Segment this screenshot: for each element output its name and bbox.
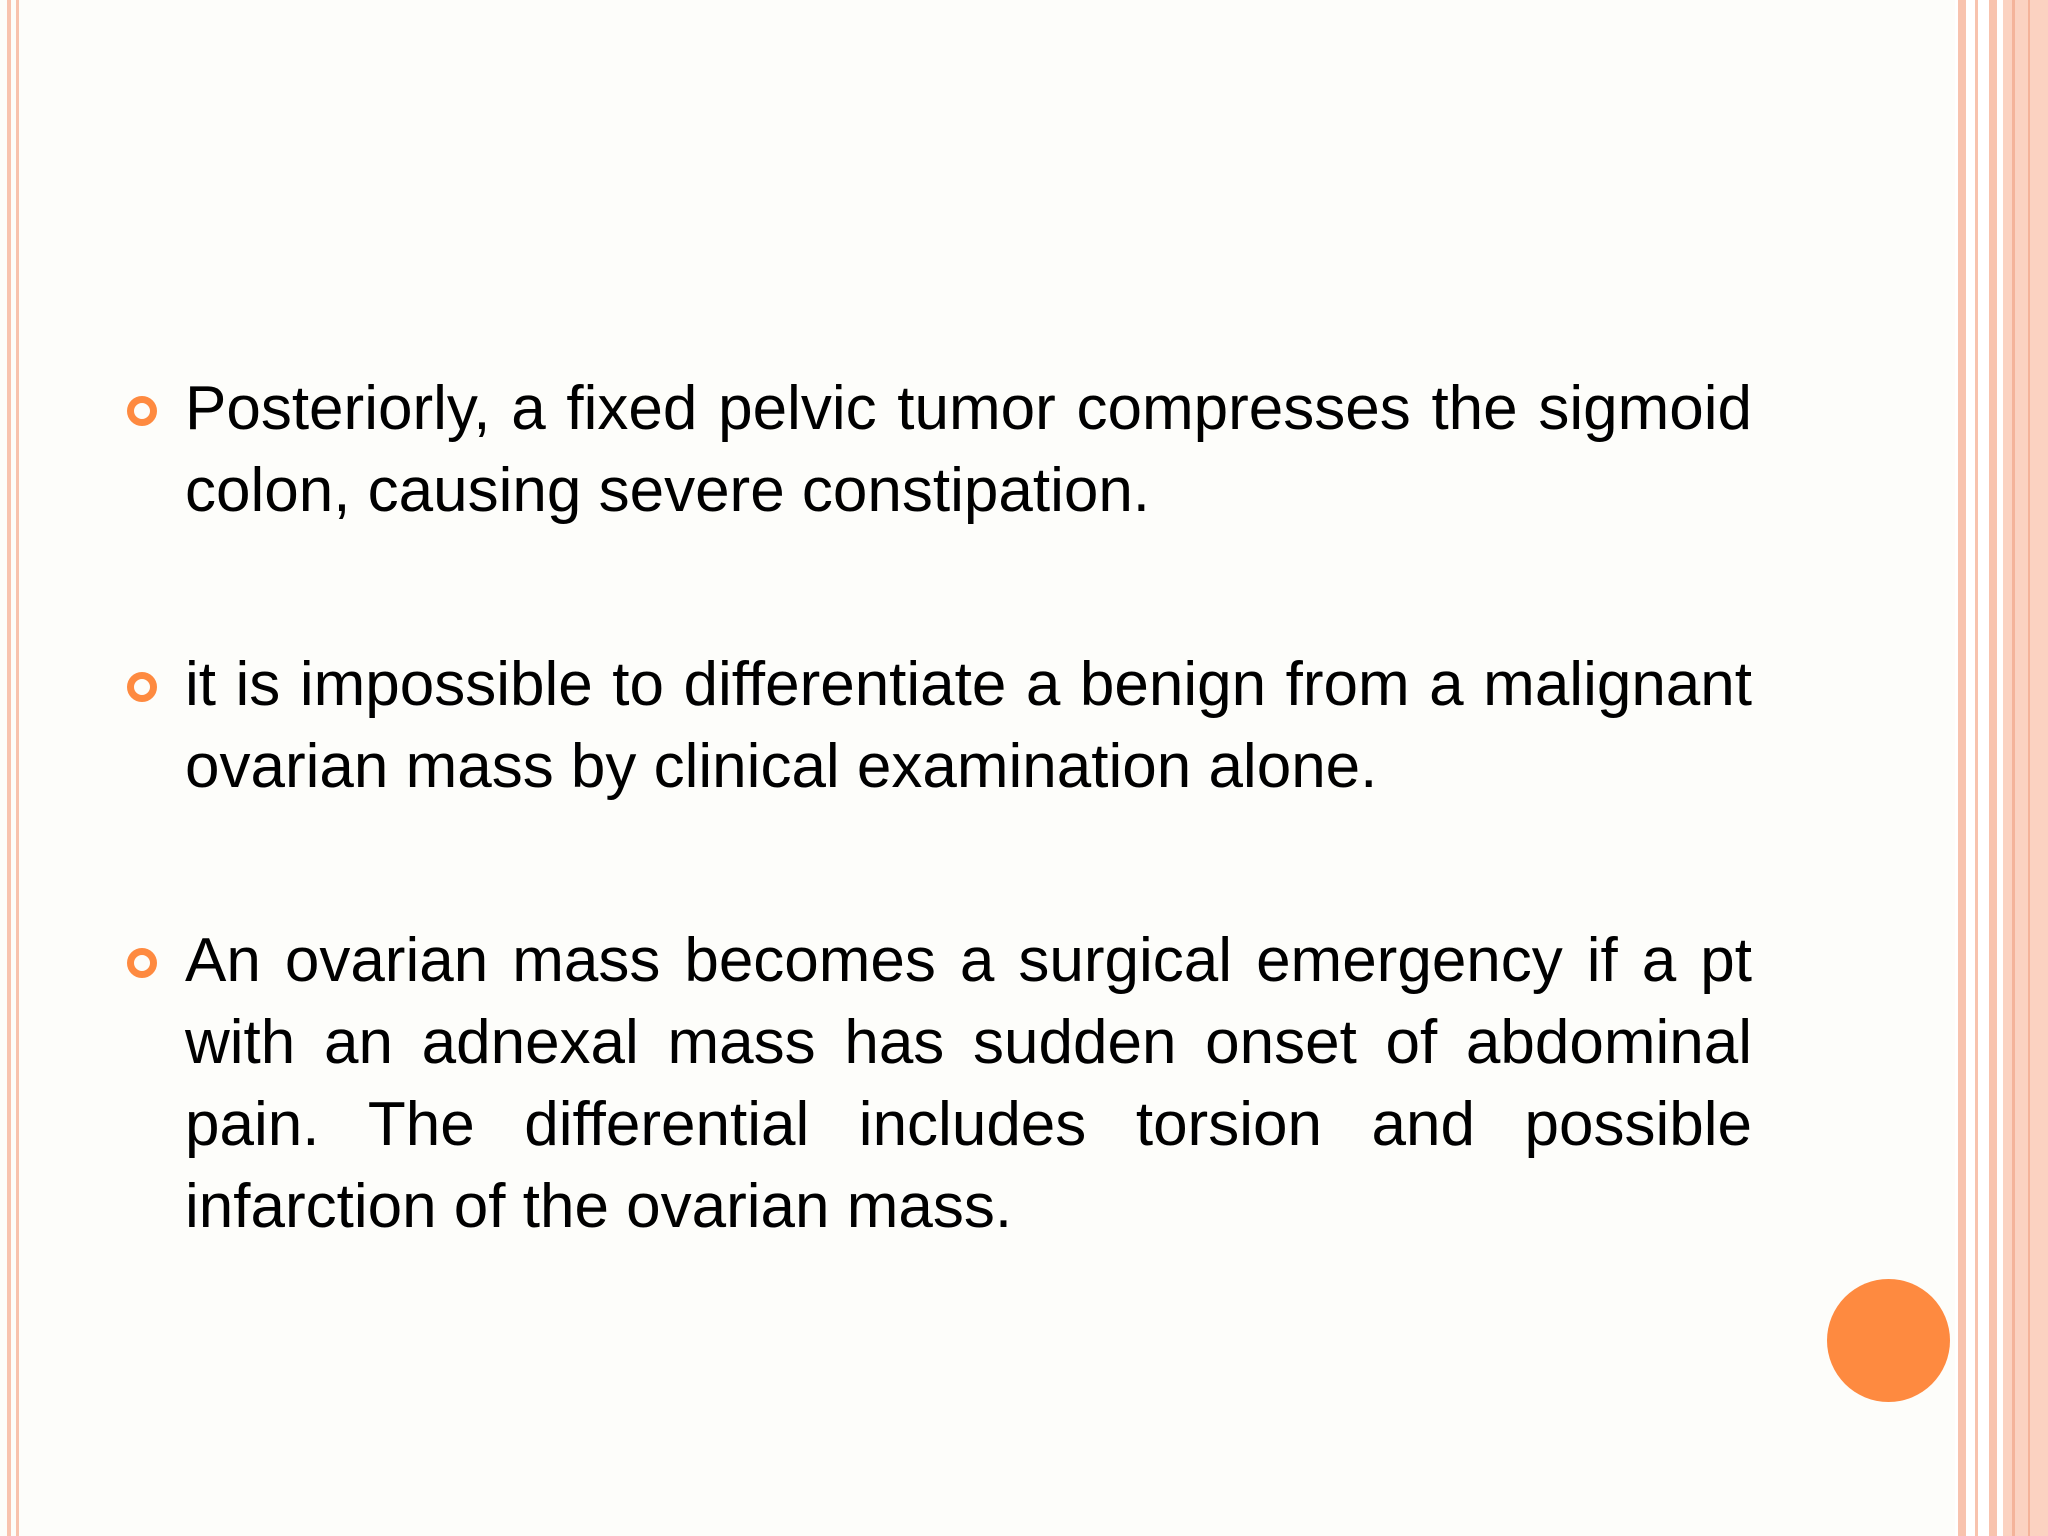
slide-content — [120, 368, 1752, 1248]
right-border-stripe — [1975, 0, 1978, 1536]
ring-bullet-icon — [127, 672, 157, 702]
right-border-stripe — [2028, 0, 2030, 1536]
bullet-item — [120, 368, 1752, 532]
bullet-item — [120, 644, 1752, 808]
right-border-stripe — [2012, 0, 2015, 1536]
bullet-text: Posteriorly, a fixed pelvic tumor compresses the sigmoid colon, causing severe constipation. — [185, 374, 1752, 525]
bullet-text: An ovarian mass becomes a surgical emergency if a pt with an adnexal mass has sudden onset of abdominal pain. The differential includes torsion and possible infarction of the ovarian mass. — [185, 926, 1752, 1241]
orange-circle-decoration — [1827, 1279, 1950, 1402]
right-border-stripe — [1958, 0, 1966, 1536]
bullet-text: it is impossible to differentiate a benign from a malignant ovarian mass by clinical examination alone. — [185, 650, 1752, 801]
ring-bullet-icon — [127, 396, 157, 426]
left-border-line — [7, 0, 11, 1536]
ring-bullet-icon — [127, 948, 157, 978]
left-border-line — [16, 0, 19, 1536]
right-border-stripe — [2003, 0, 2048, 1536]
right-border-stripe — [1989, 0, 1997, 1536]
bullet-item — [120, 920, 1752, 1248]
